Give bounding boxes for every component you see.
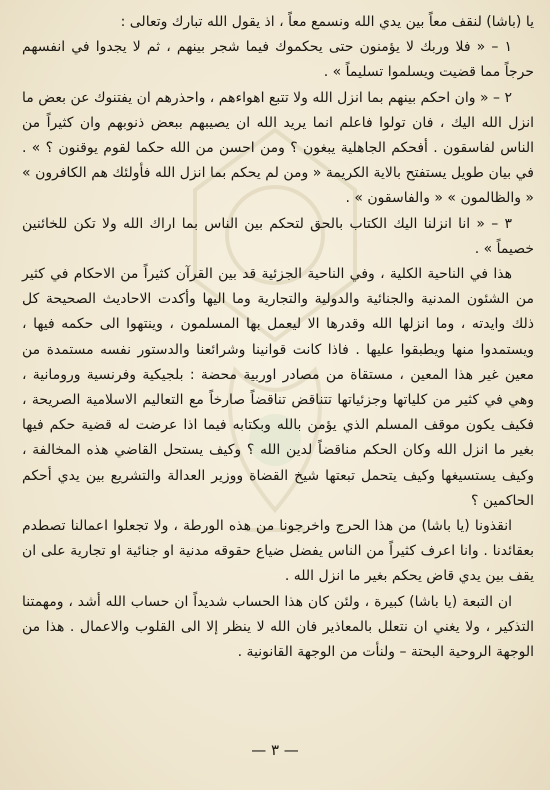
verse-item-1: ١ – « فلا وربك لا يؤمنون حتى يحكموك فيما شجر بينهم ، ثم لا يجدوا في انفسهم حرجاً مما قضيت ويسلموا تسليماً » . [22, 39, 534, 81]
body-paragraph: ان التبعة (يا باشا) كبيرة ، ولئن كان هذا الحساب شديداً ان حساب الله أشد ، ومهمتنا التذكير ، ولا يغني ان نتعلل بالمعاذير فان الله لا ينظر إلا الى القلوب والاعمال . هذا من الوجهة الروحية البحتة – ولنأت من الوجهة القانونية . [22, 593, 534, 661]
body-text [22, 10, 534, 665]
verse-item-3: ٣ – « انا انزلنا اليك الكتاب بالحق لتحكم بين الناس بما اراك الله ولا تكن للخائنين خصيماً » . [22, 215, 534, 257]
verse-item-2: ٢ – « وان احكم بينهم بما انزل الله ولا تتبع اهواءهم ، واحذرهم ان يفتنوك عن بعض ما انزل الله اليك ، فان تولوا فاعلم انما يريد الله ان يصيبهم ببعض ذنوبهم وان كثيراً من الناس لفاسقون . أفحكم الجاهلية يبغون ؟ ومن احسن من الله حكما لقوم يوقنون ؟ » . في بيان طويل يستفتح بالاية الكريمة « ومن لم يحكم بما انزل الله فأولئك هم الكافرون » « والظالمون » « والفاسقون » . [22, 89, 534, 207]
page-number: — ٣ — [251, 741, 299, 759]
opening-paragraph: يا (باشا) لنقف معاً بين يدي الله ونسمع معاً ، اذ يقول الله تبارك وتعالى : [120, 14, 534, 30]
body-paragraph: انقذونا (يا باشا) من هذا الحرج واخرجونا من هذه الورطة ، ولا تجعلوا اعمالنا تصطدم بعقائدنا . وانا اعرف كثيراً من الناس يفضل ضياع حقوقه مدنية او جنائية او تجارية على ان يقف بين يدي قاض يحكم بغير ما انزل الله . [22, 518, 534, 585]
body-paragraph: هذا في الناحية الكلية ، وفي الناحية الجزئية قد بين القرآن كثيراً من الاحكام في كثير من الشئون المدنية والجنائية والدولية والتجارية وما اليها وأكدت الاحاديث الصحيحة كل ذلك وايدته ، وما انزلها الله وقدرها الا ليعمل بها المسلمون ، وينتهوا الى حكمه فيها ، ويستمدوا منها ويطبقوا عليها . فاذا كانت قوانينا وشرائعنا والدستور نفسه مستمدة من معين غير هذا المعين ، مستقاة من مصادر اوربية محضة : بلجيكية وفرنسية ورومانية ، وهي في كثير من كلياتها وجزئياتها تتناقض تناقضاً صارخاً مع التعاليم الاسلامية الصريحة ، فكيف يكون موقف المسلم الذي يؤمن بالله وبكتابه فيما اذا عرضت له قضية حكم فيها بغير ما انزل الله وكان الحكم مناقضاً لدين الله ؟ وكيف يستحل القاضي هذه المخالفة ، وكيف يستسيغها وكيف يتحمل تبعتها شيخ القضاة ووزير العدالة والتشريع بين يدي أحكم الحاكمين ؟ [22, 266, 534, 509]
